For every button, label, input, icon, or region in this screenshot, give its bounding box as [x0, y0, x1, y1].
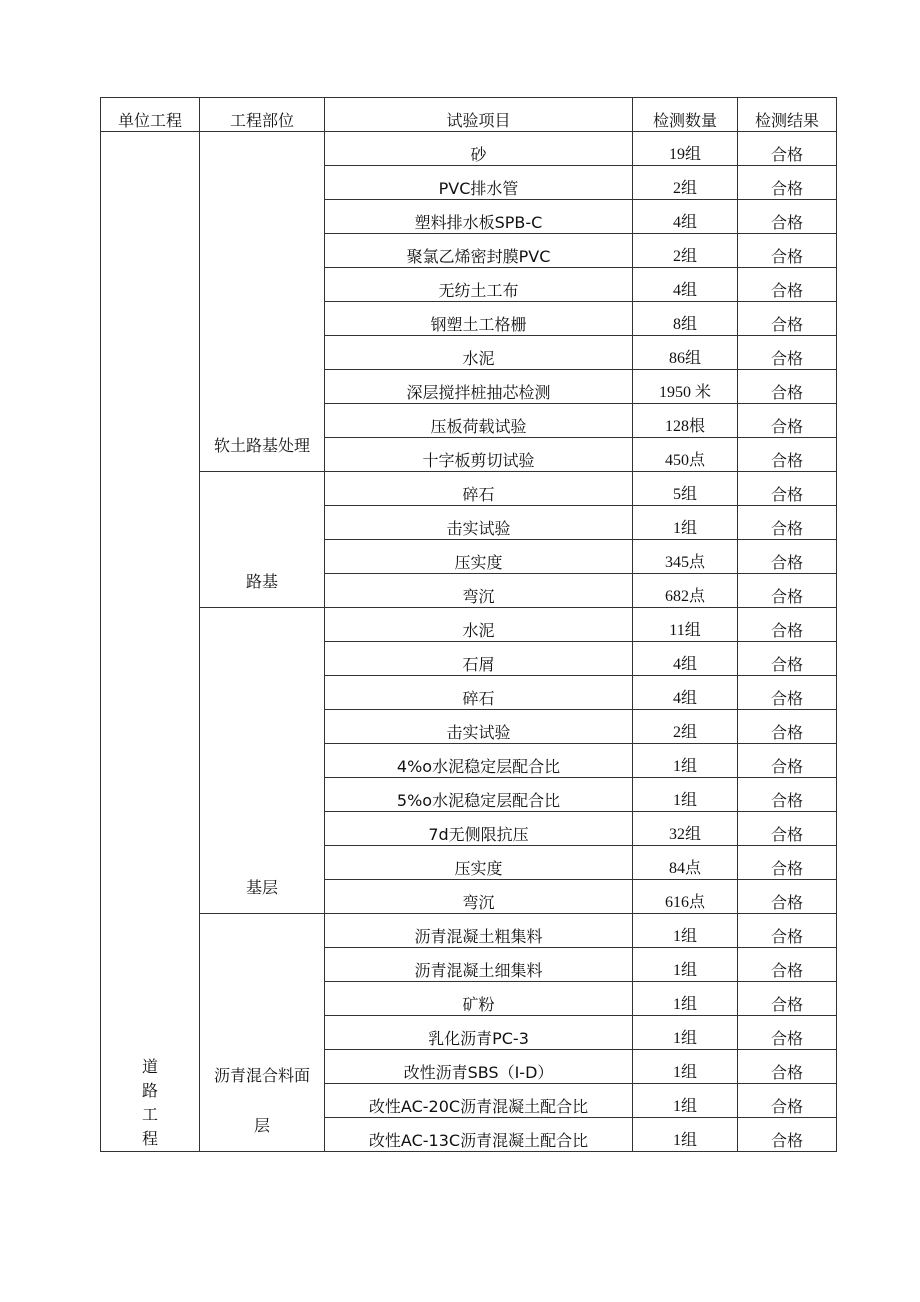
test-item-cell: 乳化沥青PC-3 [325, 1016, 633, 1050]
result-cell: 合格 [738, 302, 837, 336]
part-cell [200, 608, 325, 914]
result-cell: 合格 [738, 846, 837, 880]
part-cell [200, 132, 325, 472]
quantity-cell: 4组 [633, 268, 738, 302]
quantity-cell: 1组 [633, 982, 738, 1016]
test-item-cell: 改性AC-13C沥青混凝土配合比 [325, 1118, 633, 1152]
test-item-cell: 水泥 [325, 608, 633, 642]
result-cell: 合格 [738, 1016, 837, 1050]
result-cell: 合格 [738, 336, 837, 370]
test-item-cell: 钢塑土工格栅 [325, 302, 633, 336]
result-cell: 合格 [738, 1050, 837, 1084]
quantity-cell: 5组 [633, 472, 738, 506]
quantity-cell: 19组 [633, 132, 738, 166]
quantity-cell: 2组 [633, 710, 738, 744]
table-header [101, 98, 837, 132]
result-cell: 合格 [738, 166, 837, 200]
header-result: 检测结果 [738, 98, 837, 132]
test-item-cell: 聚氯乙烯密封膜PVC [325, 234, 633, 268]
test-item-cell: 沥青混凝土细集料 [325, 948, 633, 982]
result-cell: 合格 [738, 404, 837, 438]
result-cell: 合格 [738, 438, 837, 472]
quantity-cell: 128根 [633, 404, 738, 438]
test-item-cell: 击实试验 [325, 506, 633, 540]
test-item-cell: 7d无侧限抗压 [325, 812, 633, 846]
quantity-cell: 1组 [633, 948, 738, 982]
test-results-table [100, 97, 837, 1152]
result-cell: 合格 [738, 710, 837, 744]
test-item-cell: 改性沥青SBS（I-D） [325, 1050, 633, 1084]
test-item-cell: 砂 [325, 132, 633, 166]
quantity-cell: 4组 [633, 642, 738, 676]
result-cell: 合格 [738, 608, 837, 642]
result-cell: 合格 [738, 880, 837, 914]
result-cell: 合格 [738, 676, 837, 710]
quantity-cell: 4组 [633, 200, 738, 234]
result-cell: 合格 [738, 744, 837, 778]
part-label: 软土路基处理 [213, 436, 310, 455]
header-unit: 单位工程 [101, 98, 200, 132]
result-cell: 合格 [738, 914, 837, 948]
quantity-cell: 345点 [633, 540, 738, 574]
quantity-cell: 1组 [633, 1016, 738, 1050]
quantity-cell: 8组 [633, 302, 738, 336]
part-cell [200, 914, 325, 1152]
quantity-cell: 1950 米 [633, 370, 738, 404]
quantity-cell: 86组 [633, 336, 738, 370]
test-item-cell: 深层搅拌桩抽芯检测 [325, 370, 633, 404]
header-qty: 检测数量 [633, 98, 738, 132]
result-cell: 合格 [738, 574, 837, 608]
result-cell: 合格 [738, 982, 837, 1016]
test-item-cell: 5%o水泥稳定层配合比 [325, 778, 633, 812]
quantity-cell: 32组 [633, 812, 738, 846]
test-item-cell: 矿粉 [325, 982, 633, 1016]
test-item-cell: 压板荷载试验 [325, 404, 633, 438]
part-label: 路基 [245, 572, 278, 591]
test-item-cell: 改性AC-20C沥青混凝土配合比 [325, 1084, 633, 1118]
quantity-cell: 1组 [633, 744, 738, 778]
part-cell [200, 472, 325, 608]
result-cell: 合格 [738, 778, 837, 812]
table-body [101, 132, 837, 1152]
quantity-cell: 1组 [633, 506, 738, 540]
result-cell: 合格 [738, 812, 837, 846]
quantity-cell: 1组 [633, 1050, 738, 1084]
result-cell: 合格 [738, 472, 837, 506]
test-item-cell: 塑料排水板SPB-C [325, 200, 633, 234]
result-cell: 合格 [738, 540, 837, 574]
header-item: 试验项目 [325, 98, 633, 132]
result-cell: 合格 [738, 948, 837, 982]
quantity-cell: 4组 [633, 676, 738, 710]
result-cell: 合格 [738, 132, 837, 166]
test-item-cell: 弯沉 [325, 880, 633, 914]
result-cell: 合格 [738, 268, 837, 302]
table-row [101, 132, 837, 166]
test-item-cell: 碎石 [325, 676, 633, 710]
result-cell: 合格 [738, 642, 837, 676]
test-item-cell: 十字板剪切试验 [325, 438, 633, 472]
test-item-cell: 石屑 [325, 642, 633, 676]
quantity-cell: 1组 [633, 778, 738, 812]
header-row [101, 98, 837, 132]
quantity-cell: 2组 [633, 234, 738, 268]
table-row [101, 608, 837, 642]
quantity-cell: 1组 [633, 1118, 738, 1152]
part-label: 基层 [245, 878, 278, 897]
result-cell: 合格 [738, 200, 837, 234]
test-item-cell: PVC排水管 [325, 166, 633, 200]
quantity-cell: 11组 [633, 608, 738, 642]
test-item-cell: 无纺土工布 [325, 268, 633, 302]
quantity-cell: 450点 [633, 438, 738, 472]
test-item-cell: 沥青混凝土粗集料 [325, 914, 633, 948]
test-item-cell: 碎石 [325, 472, 633, 506]
table-row [101, 914, 837, 948]
result-cell: 合格 [738, 370, 837, 404]
quantity-cell: 682点 [633, 574, 738, 608]
part-label: 沥青混合料面层 [213, 1066, 310, 1135]
unit-cell [101, 132, 200, 1152]
result-cell: 合格 [738, 234, 837, 268]
result-cell: 合格 [738, 506, 837, 540]
quantity-cell: 616点 [633, 880, 738, 914]
test-item-cell: 4%o水泥稳定层配合比 [325, 744, 633, 778]
quantity-cell: 2组 [633, 166, 738, 200]
result-cell: 合格 [738, 1084, 837, 1118]
quantity-cell: 1组 [633, 914, 738, 948]
quantity-cell: 1组 [633, 1084, 738, 1118]
quantity-cell: 84点 [633, 846, 738, 880]
test-item-cell: 压实度 [325, 540, 633, 574]
result-cell: 合格 [738, 1118, 837, 1152]
unit-name: 道路工程 [141, 1057, 170, 1148]
table-row [101, 472, 837, 506]
test-item-cell: 弯沉 [325, 574, 633, 608]
test-item-cell: 压实度 [325, 846, 633, 880]
header-part: 工程部位 [200, 98, 325, 132]
test-item-cell: 击实试验 [325, 710, 633, 744]
test-item-cell: 水泥 [325, 336, 633, 370]
